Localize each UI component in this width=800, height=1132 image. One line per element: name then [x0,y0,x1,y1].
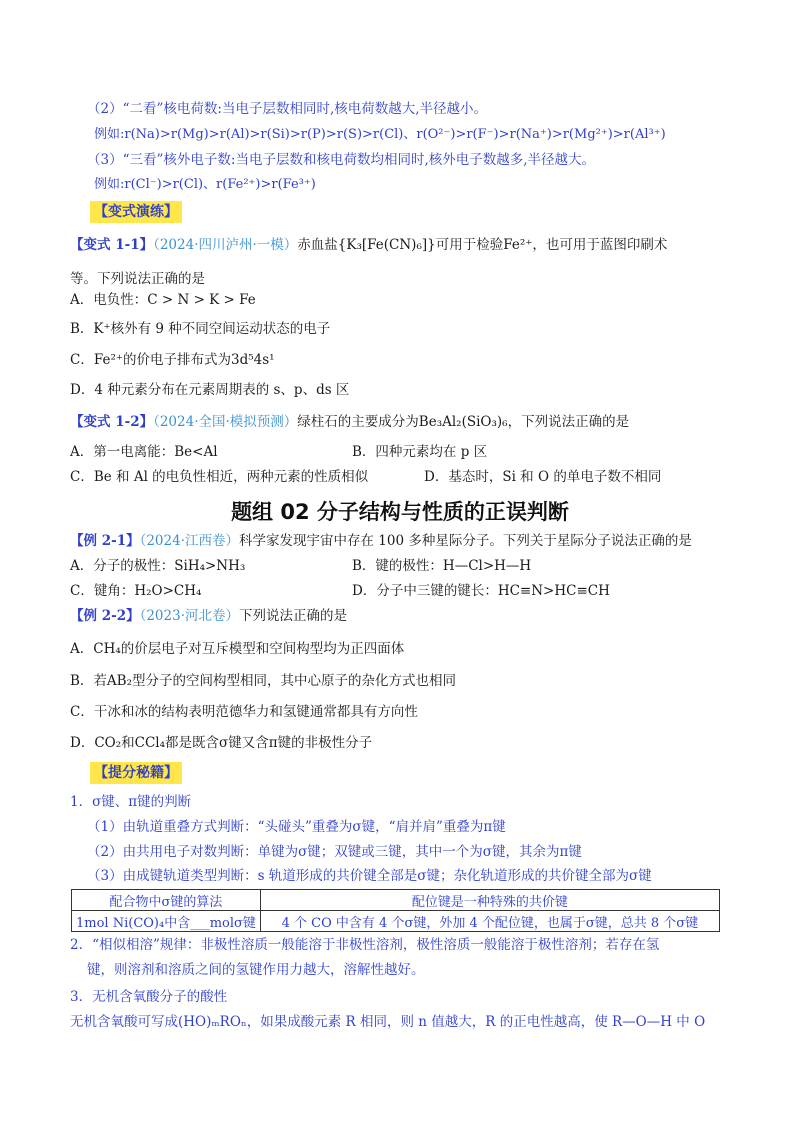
example1-source: （2024·江西卷） [139,533,239,549]
example1-stem-text: 科学家发现宇宙中存在 100 多种星际分子。下列关于星际分子说法正确的是 [239,533,692,549]
rule-3-example: 例如:r(Cl⁻)>r(Cl)、r(Fe²⁺)>r(Fe³⁺) [94,177,316,192]
practice-q2-option-b: B．四种元素均在 p 区 [352,444,488,460]
sigma-bond-table [71,889,720,932]
rule-2-example: 例如:r(Na)>r(Mg)>r(Al)>r(Si)>r(P)>r(S)>r(Cl)、r(O²⁻)>r(F⁻)>r(Na⁺)>r(Mg²⁺)>r(Al³⁺) [94,127,666,142]
practice-q1-option-a: A．电负性：C > N > K > Fe [70,292,256,308]
practice-q1-label: 【变式 1-1】 [70,237,154,253]
example1-option-b: B．键的极性：H—Cl>H—H [352,558,532,574]
practice-q1-stem [70,236,667,254]
section-title: 题组 02 分子结构与性质的正误判断 [231,500,569,524]
tips-point-2-line-2: 键，则溶剂和溶质之间的氢键作用力越大，溶解性越好。 [87,962,425,978]
example2-option-c: C．干冰和冰的结构表明范德华力和氢键通常都具有方向性 [70,704,418,720]
tips-point-3: 3．无机含氧酸分子的酸性 [70,989,228,1005]
practice-q1-option-c: C．Fe²⁺的价电子排布式为3d⁵4s¹ [70,352,275,368]
example1-stem [70,532,692,550]
tips-point-1-item-3: （3）由成键轨道类型判断：s 轨道形成的共价键全部是σ键；杂化轨道形成的共价键全部为σ键 [87,868,652,884]
practice-q1-stem-b: 等。下列说法正确的是 [70,271,205,287]
tips-point-1-item-1: （1）由轨道重叠方式判断：“头碰头”重叠为σ键，“肩并肩”重叠为π键 [87,819,506,835]
example2-label: 【例 2-2】 [70,608,140,624]
example1-option-c: C．键角：H₂O>CH₄ [70,583,202,599]
practice-q2-option-d: D．基态时，Si 和 O 的单电子数不相同 [424,469,662,485]
example2-stem-text: 下列说法正确的是 [239,608,347,624]
example2-stem [70,607,347,625]
tips-point-1-item-2: （2）由共用电子对数判断：单键为σ键；双键或三键，其中一个为σ键，其余为π键 [87,844,582,860]
table-header-cell: 配合物中σ键的算法 [72,890,261,911]
table-cell: 4 个 CO 中含有 4 个σ键，外加 4 个配位键，也属于σ键，总共 8 个σ键 [260,911,719,932]
practice-q2-label: 【变式 1-2】 [70,414,154,430]
example1-option-a: A．分子的极性：SiH₄>NH₃ [70,558,246,574]
example1-option-d: D．分子中三键的键长：HC≡N>HC≡CH [352,583,610,599]
table-row [72,890,720,911]
tips-tag: 【提分秘籍】 [90,762,182,784]
practice-q2-stem [70,413,629,431]
tips-point-3-text: 无机含氧酸可写成(HO)ₘROₙ，如果成酸元素 R 相同，则 n 值越大，R 的正电性越高，使 R—O—H 中 O [70,1014,706,1030]
example2-option-a: A．CH₄的价层电子对互斥模型和空间构型均为正四面体 [70,641,405,657]
example2-option-b: B．若AB₂型分子的空间构型相同，其中心原子的杂化方式也相同 [70,673,457,689]
example2-option-d: D．CO₂和CCl₄都是既含σ键又含π键的非极性分子 [70,735,373,751]
practice-q1-source: （2024·四川泸州·一模） [153,237,298,253]
practice-q1-stem-a: 赤血盐{K₃[Fe(CN)₆]}可用于检验Fe²⁺，也可用于蓝图印刷术 [297,237,668,253]
practice-tag-wrap [90,201,182,223]
table-row [72,911,720,932]
rule-3: （3）“三看”核外电子数:当电子层数和核电荷数均相同时,核外电子数越多,半径越大。 [87,152,596,168]
practice-q1-option-b: B．K⁺核外有 9 种不同空间运动状态的电子 [70,321,331,337]
tips-point-1: 1．σ键、π键的判断 [70,794,192,810]
practice-tag: 【变式演练】 [90,201,182,223]
practice-q1-option-d: D．4 种元素分布在元素周期表的 s、p、ds 区 [70,382,350,398]
practice-q2-option-a: A．第一电离能：Be<Al [70,444,218,460]
practice-q2-option-c: C．Be 和 Al 的电负性相近，两种元素的性质相似 [70,469,369,485]
example1-label: 【例 2-1】 [70,533,140,549]
example2-source: （2023·河北卷） [139,608,239,624]
tips-tag-wrap [90,762,182,784]
tips-point-2-line-1: 2．“相似相溶”规律：非极性溶质一般能溶于非极性溶剂，极性溶质一般能溶于极性溶剂；若存在氢 [70,937,660,953]
rule-2: （2）“二看”核电荷数:当电子层数相同时,核电荷数越大,半径越小。 [87,101,488,117]
table-header-cell: 配位键是一种特殊的共价键 [260,890,719,911]
practice-q2-source: （2024·全国·模拟预测） [153,414,298,430]
table-cell: 1mol Ni(CO)₄中含___molσ键 [72,911,261,932]
practice-q2-stem-text: 绿柱石的主要成分为Be₃Al₂(SiO₃)₆，下列说法正确的是 [297,414,630,430]
